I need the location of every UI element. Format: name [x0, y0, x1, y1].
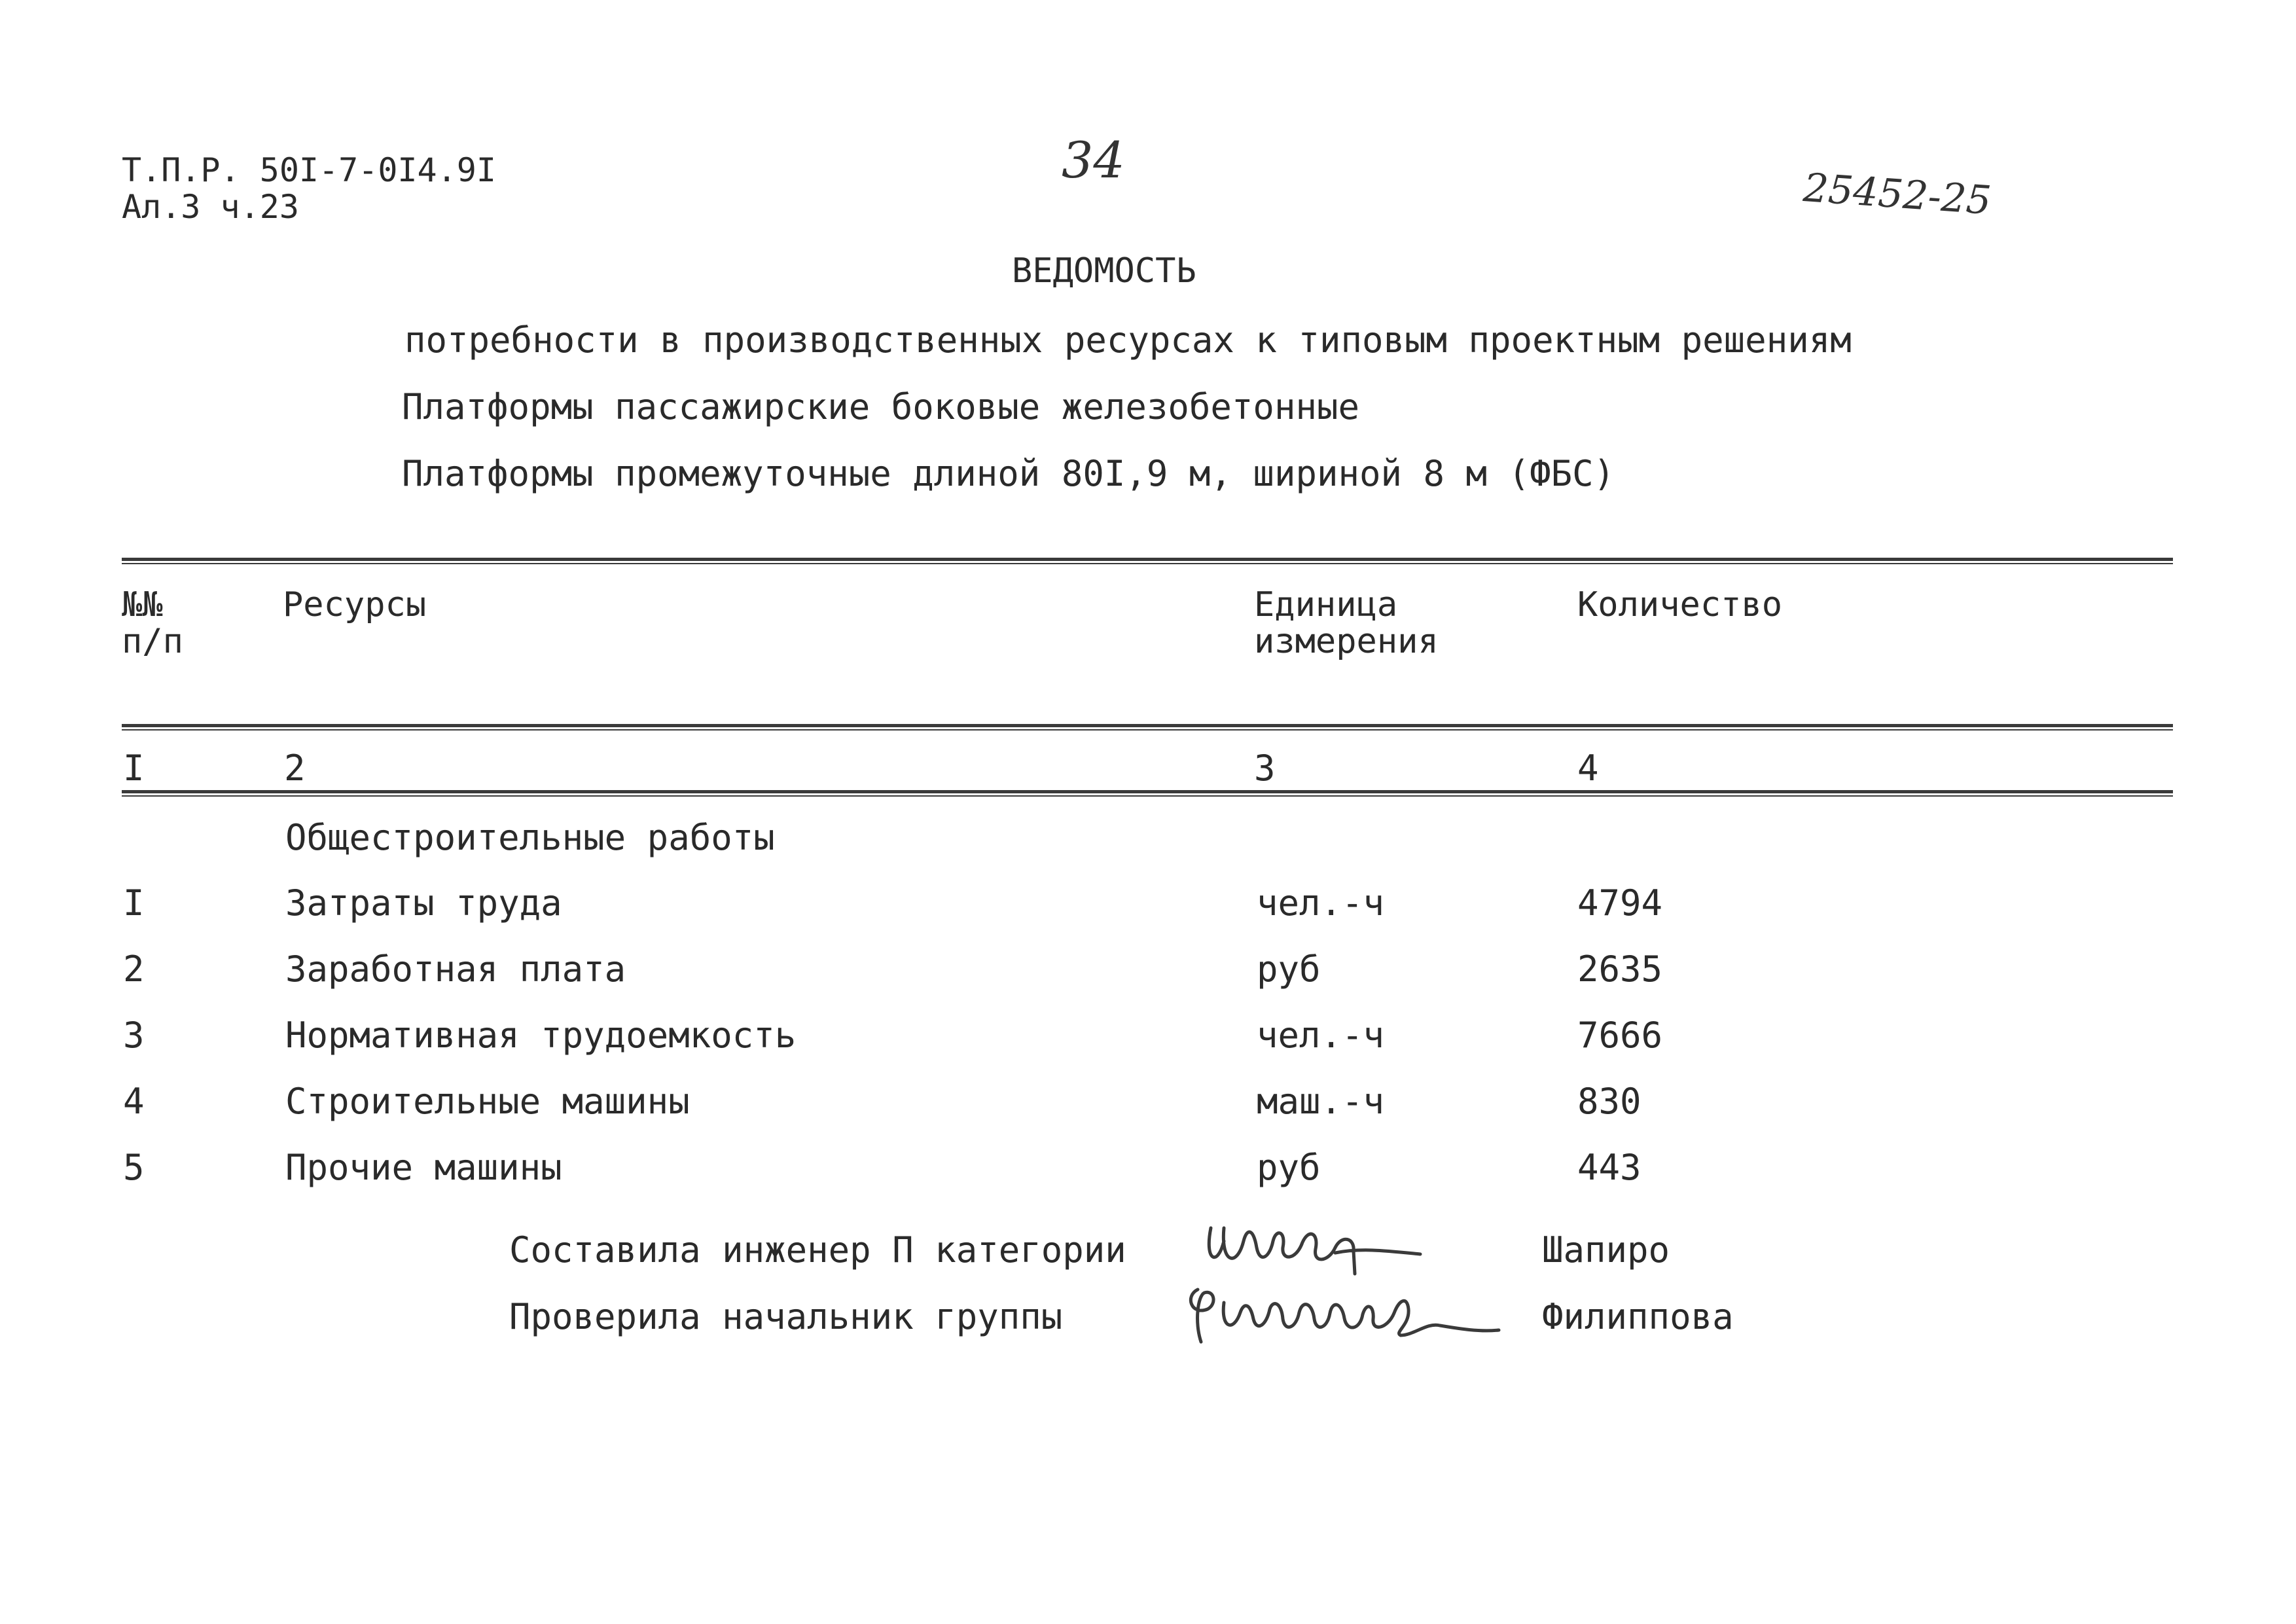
title-line-2: Платформы пассажирские боковые железобетонные — [402, 386, 1359, 427]
header-bottom-rule-2 — [122, 729, 2173, 731]
header-unit: Единица измерения — [1254, 585, 1439, 661]
row-unit: руб — [1257, 1147, 1321, 1188]
row-quantity: 4794 — [1577, 882, 1663, 924]
checked-by-name: Филиппова — [1542, 1296, 1734, 1337]
document-title: ВЕДОМОСТЬ — [1012, 251, 1196, 291]
table-top-rule — [122, 558, 2173, 561]
table-top-rule-2 — [122, 563, 2173, 564]
row-unit: чел.-ч — [1257, 882, 1385, 924]
row-num: 5 — [123, 1147, 145, 1188]
document-code-line1: Т.П.Р. 50I-7-0I4.9I — [122, 151, 496, 189]
header-resource: Ресурсы — [283, 585, 427, 624]
column-number-3: 3 — [1254, 748, 1276, 789]
header-bottom-rule — [122, 724, 2173, 727]
title-line-1: потребности в производственных ресурсах к типовым проектным решениям — [404, 319, 1852, 361]
row-quantity: 830 — [1577, 1081, 1641, 1122]
column-number-1: I — [123, 748, 145, 789]
row-num: 2 — [123, 948, 145, 990]
document-code-line2: Ал.3 ч.23 — [122, 188, 299, 226]
title-line-3: Платформы промежуточные длиной 80I,9 м, шириной 8 м (ФБС) — [402, 453, 1615, 494]
column-numbers-rule-2 — [122, 795, 2173, 797]
row-unit: маш.-ч — [1257, 1081, 1385, 1122]
row-resource: Прочие машины — [285, 1147, 562, 1188]
row-num: 4 — [123, 1081, 145, 1122]
row-unit: руб — [1257, 948, 1321, 990]
checked-signature — [1178, 1270, 1505, 1358]
row-resource: Затраты труда — [285, 882, 562, 924]
document-code — [122, 152, 496, 225]
row-num: 3 — [123, 1015, 145, 1056]
checked-by-label: Проверила начальник группы — [509, 1296, 1063, 1337]
row-quantity: 443 — [1577, 1147, 1641, 1188]
section-title: Общестроительные работы — [285, 817, 775, 858]
row-num: I — [123, 882, 145, 924]
row-unit: чел.-ч — [1257, 1015, 1385, 1056]
header-num: №№ п/п — [122, 585, 183, 661]
page-number: 34 — [1062, 131, 1125, 189]
compiled-by-label: Составила инженер П категории — [509, 1229, 1126, 1271]
row-resource: Строительные машины — [285, 1081, 690, 1122]
header-quantity: Количество — [1577, 585, 1783, 624]
column-numbers-rule — [122, 790, 2173, 793]
compiled-by-name: Шапиро — [1542, 1229, 1670, 1271]
row-quantity: 7666 — [1577, 1015, 1663, 1056]
column-number-4: 4 — [1577, 748, 1599, 789]
row-resource: Нормативная трудоемкость — [285, 1015, 797, 1056]
row-quantity: 2635 — [1577, 948, 1663, 990]
row-resource: Заработная плата — [285, 948, 626, 990]
inventory-number: 25452-25 — [1801, 165, 1993, 224]
column-number-2: 2 — [284, 748, 306, 789]
